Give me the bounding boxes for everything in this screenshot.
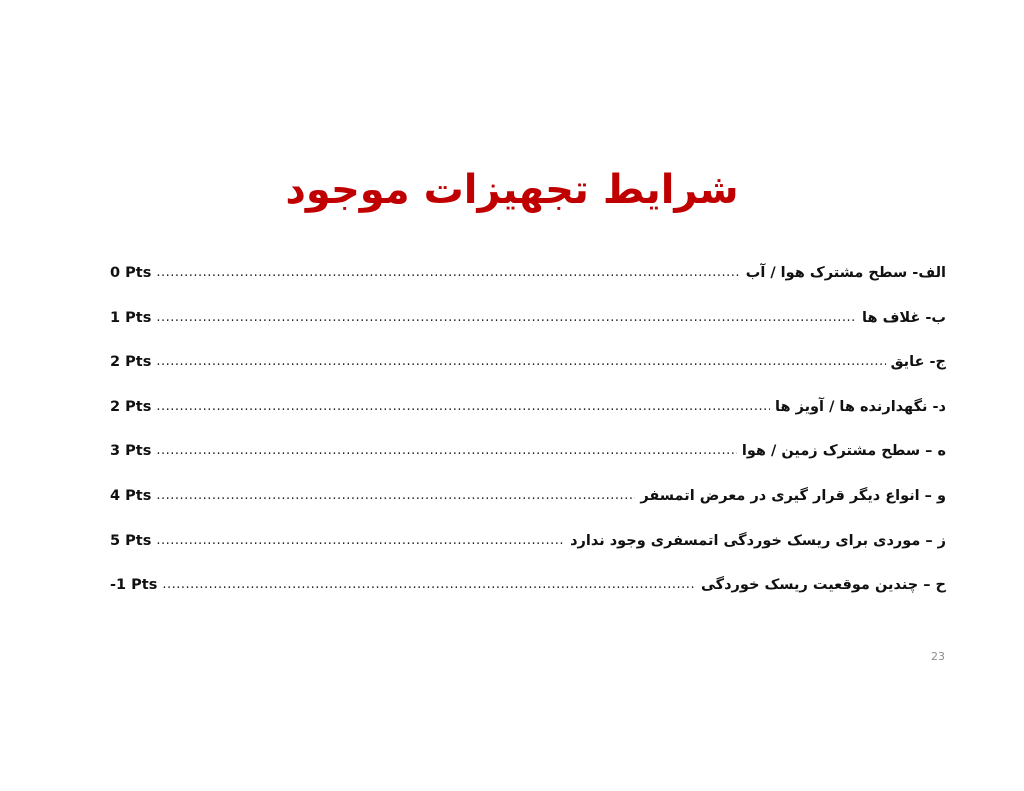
item-points: 5 Pts (110, 532, 152, 549)
item-points: 3 Pts (110, 443, 152, 460)
list-item (110, 485, 946, 530)
dot-leader (156, 440, 737, 462)
dot-leader (156, 530, 565, 552)
dot-leader (156, 307, 857, 329)
list-item (110, 440, 946, 485)
item-label: ح – چندین موقعیت ریسک خوردگی (700, 577, 946, 594)
item-points: 1 Pts (110, 309, 152, 326)
slide-title: شرایط تجهیزات موجود (285, 167, 739, 213)
item-points: 4 Pts (110, 487, 152, 504)
list-item (110, 574, 946, 619)
dot-leader (156, 396, 770, 418)
item-points: 2 Pts (110, 354, 152, 371)
item-label: ه – سطح مشترک زمین / هوا (741, 443, 946, 460)
item-label: ب- غلاف ها (862, 309, 946, 326)
dot-leader (162, 574, 696, 596)
list-item (110, 351, 946, 396)
dot-leader (156, 262, 740, 284)
dot-leader (156, 351, 885, 373)
item-points: 2 Pts (110, 398, 152, 415)
item-label: الف- سطح مشترک هوا / آب (745, 265, 946, 281)
item-label: ج- عایق (890, 354, 946, 371)
item-label: و – انواع دیگر قرار گیری در معرض اتمسفر (640, 487, 946, 504)
list-item (110, 262, 946, 307)
item-points: 0 Pts (110, 265, 152, 281)
list-item (110, 307, 946, 352)
list-item (110, 530, 946, 575)
item-label: ز – موردی برای ریسک خوردگی اتمسفری وجود ندارد (570, 532, 946, 549)
item-points: -1 Pts (110, 577, 158, 594)
points-list (110, 262, 946, 619)
dot-leader (156, 485, 635, 507)
list-item (110, 396, 946, 441)
item-label: د- نگهدارنده ها / آویز ها (775, 398, 946, 415)
page-number: 23 (931, 650, 945, 663)
